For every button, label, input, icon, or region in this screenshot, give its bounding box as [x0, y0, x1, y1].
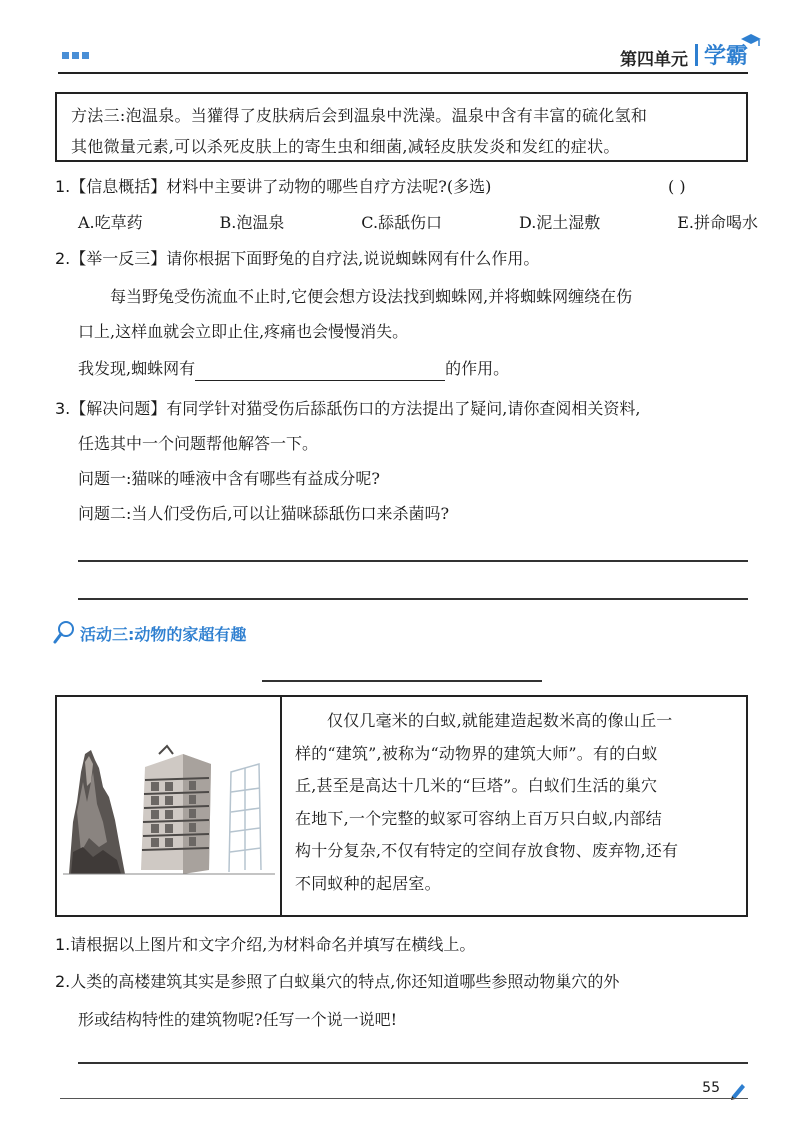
question-b1: [55, 933, 755, 957]
q1-options: [78, 210, 758, 233]
option-a[interactable]: A.吃草药: [78, 213, 143, 232]
header-square: [72, 52, 79, 59]
question-2: [55, 247, 755, 271]
page-number: 55: [702, 1080, 720, 1096]
question-3: [55, 397, 760, 421]
option-d[interactable]: D.泥土湿敷: [518, 213, 601, 232]
option-b[interactable]: B.泡温泉: [219, 213, 285, 232]
brand-text: 学霸: [703, 44, 748, 69]
question-text: 【解决问题】有同学针对猫受伤后舔舐伤口的方法提出了疑问,请你查阅相关资料,: [70, 399, 641, 418]
material-text: [295, 705, 740, 900]
graduation-cap-icon: [740, 33, 762, 49]
fill-after: 的作用。: [445, 359, 510, 378]
footer-rule: [60, 1098, 748, 1099]
question-number: 3.: [55, 399, 71, 418]
termite-mound-building-image: [63, 742, 275, 877]
material-line: 样的“建筑”,被称为“动物界的建筑大师”。有的白蚁: [295, 743, 658, 763]
material-line: 不同蚁种的起居室。: [295, 873, 441, 893]
magnifier-icon: [52, 620, 76, 646]
answer-line[interactable]: [78, 560, 748, 562]
method3-line: 其他微量元素,可以杀死皮肤上的寄生虫和细菌,减轻皮肤发炎和发红的症状。: [71, 137, 620, 156]
question-text: 人类的高楼建筑其实是参照了白蚁巢穴的特点,你还知道哪些参照动物巢穴的外: [70, 972, 620, 991]
problem-one: 问题一:猫咪的唾液中含有哪些有益成分呢?: [78, 469, 380, 488]
pencil-icon: [728, 1080, 748, 1100]
material-line: 在地下,一个完整的蚁冢可容纳上百万只白蚁,内部结: [295, 808, 662, 828]
answer-blank[interactable]: [195, 362, 445, 381]
material-line: 仅仅几毫米的白蚁,就能建造起数米高的像山丘一: [327, 711, 673, 730]
question-1: [55, 175, 755, 199]
header-square: [62, 52, 69, 59]
material-line: 构十分复杂,不仅有特定的空间存放食物、废弃物,还有: [295, 841, 679, 860]
header-decoration: [62, 52, 89, 59]
header-square: [82, 52, 89, 59]
fill-sentence: [78, 357, 509, 381]
question-text-cont: 任选其中一个问题帮他解答一下。: [78, 434, 319, 453]
activity-title: 活动三:动物的家超有趣: [80, 624, 247, 644]
option-c[interactable]: C.舔舐伤口: [361, 213, 443, 232]
rabbit-paragraph-line: 口上,这样血就会立即止住,疼痛也会慢慢消失。: [78, 322, 409, 341]
rabbit-paragraph-line: 每当野兔受伤流血不止时,它便会想方设法找到蜘蛛网,并将蜘蛛网缠绕在伤: [110, 287, 633, 306]
method3-box: [55, 92, 748, 162]
brand-logo: [695, 39, 748, 70]
option-e[interactable]: E.拼命喝水: [677, 213, 758, 232]
question-text: 【举一反三】请你根据下面野兔的自疗法,说说蜘蛛网有什么作用。: [70, 249, 540, 268]
question-text: 【信息概括】材料中主要讲了动物的哪些自疗方法呢?(多选): [70, 177, 492, 196]
question-number: 2.: [55, 249, 71, 268]
activity-heading: [52, 620, 246, 646]
title-answer-line[interactable]: [262, 680, 542, 682]
answer-line[interactable]: [78, 1062, 748, 1064]
brand-bar: [695, 44, 698, 66]
unit-label: 第四单元: [620, 50, 688, 70]
question-number: 2.: [55, 972, 71, 991]
material-box: [55, 695, 748, 917]
answer-line[interactable]: [78, 598, 748, 600]
material-line: 丘,甚至是高达十几米的“巨塔”。白蚁们生活的巢穴: [295, 776, 658, 795]
problem-two: 问题二:当人们受伤后,可以让猫咪舔舐伤口来杀菌吗?: [78, 504, 450, 523]
fill-before: 我发现,蜘蛛网有: [78, 359, 196, 378]
question-number: 1.: [55, 177, 71, 196]
answer-parentheses[interactable]: ( ): [668, 177, 686, 196]
material-divider: [280, 697, 282, 915]
question-number: 1.: [55, 935, 71, 954]
question-text-cont: 形或结构特性的建筑物呢?任写一个说一说吧!: [78, 1010, 398, 1029]
header-rule: [58, 72, 748, 74]
question-b2: [55, 970, 765, 994]
question-text: 请根据以上图片和文字介绍,为材料命名并填写在横线上。: [70, 935, 476, 954]
method3-line: 方法三:泡温泉。当獾得了皮肤病后会到温泉中洗澡。温泉中含有丰富的硫化氢和: [71, 106, 648, 125]
